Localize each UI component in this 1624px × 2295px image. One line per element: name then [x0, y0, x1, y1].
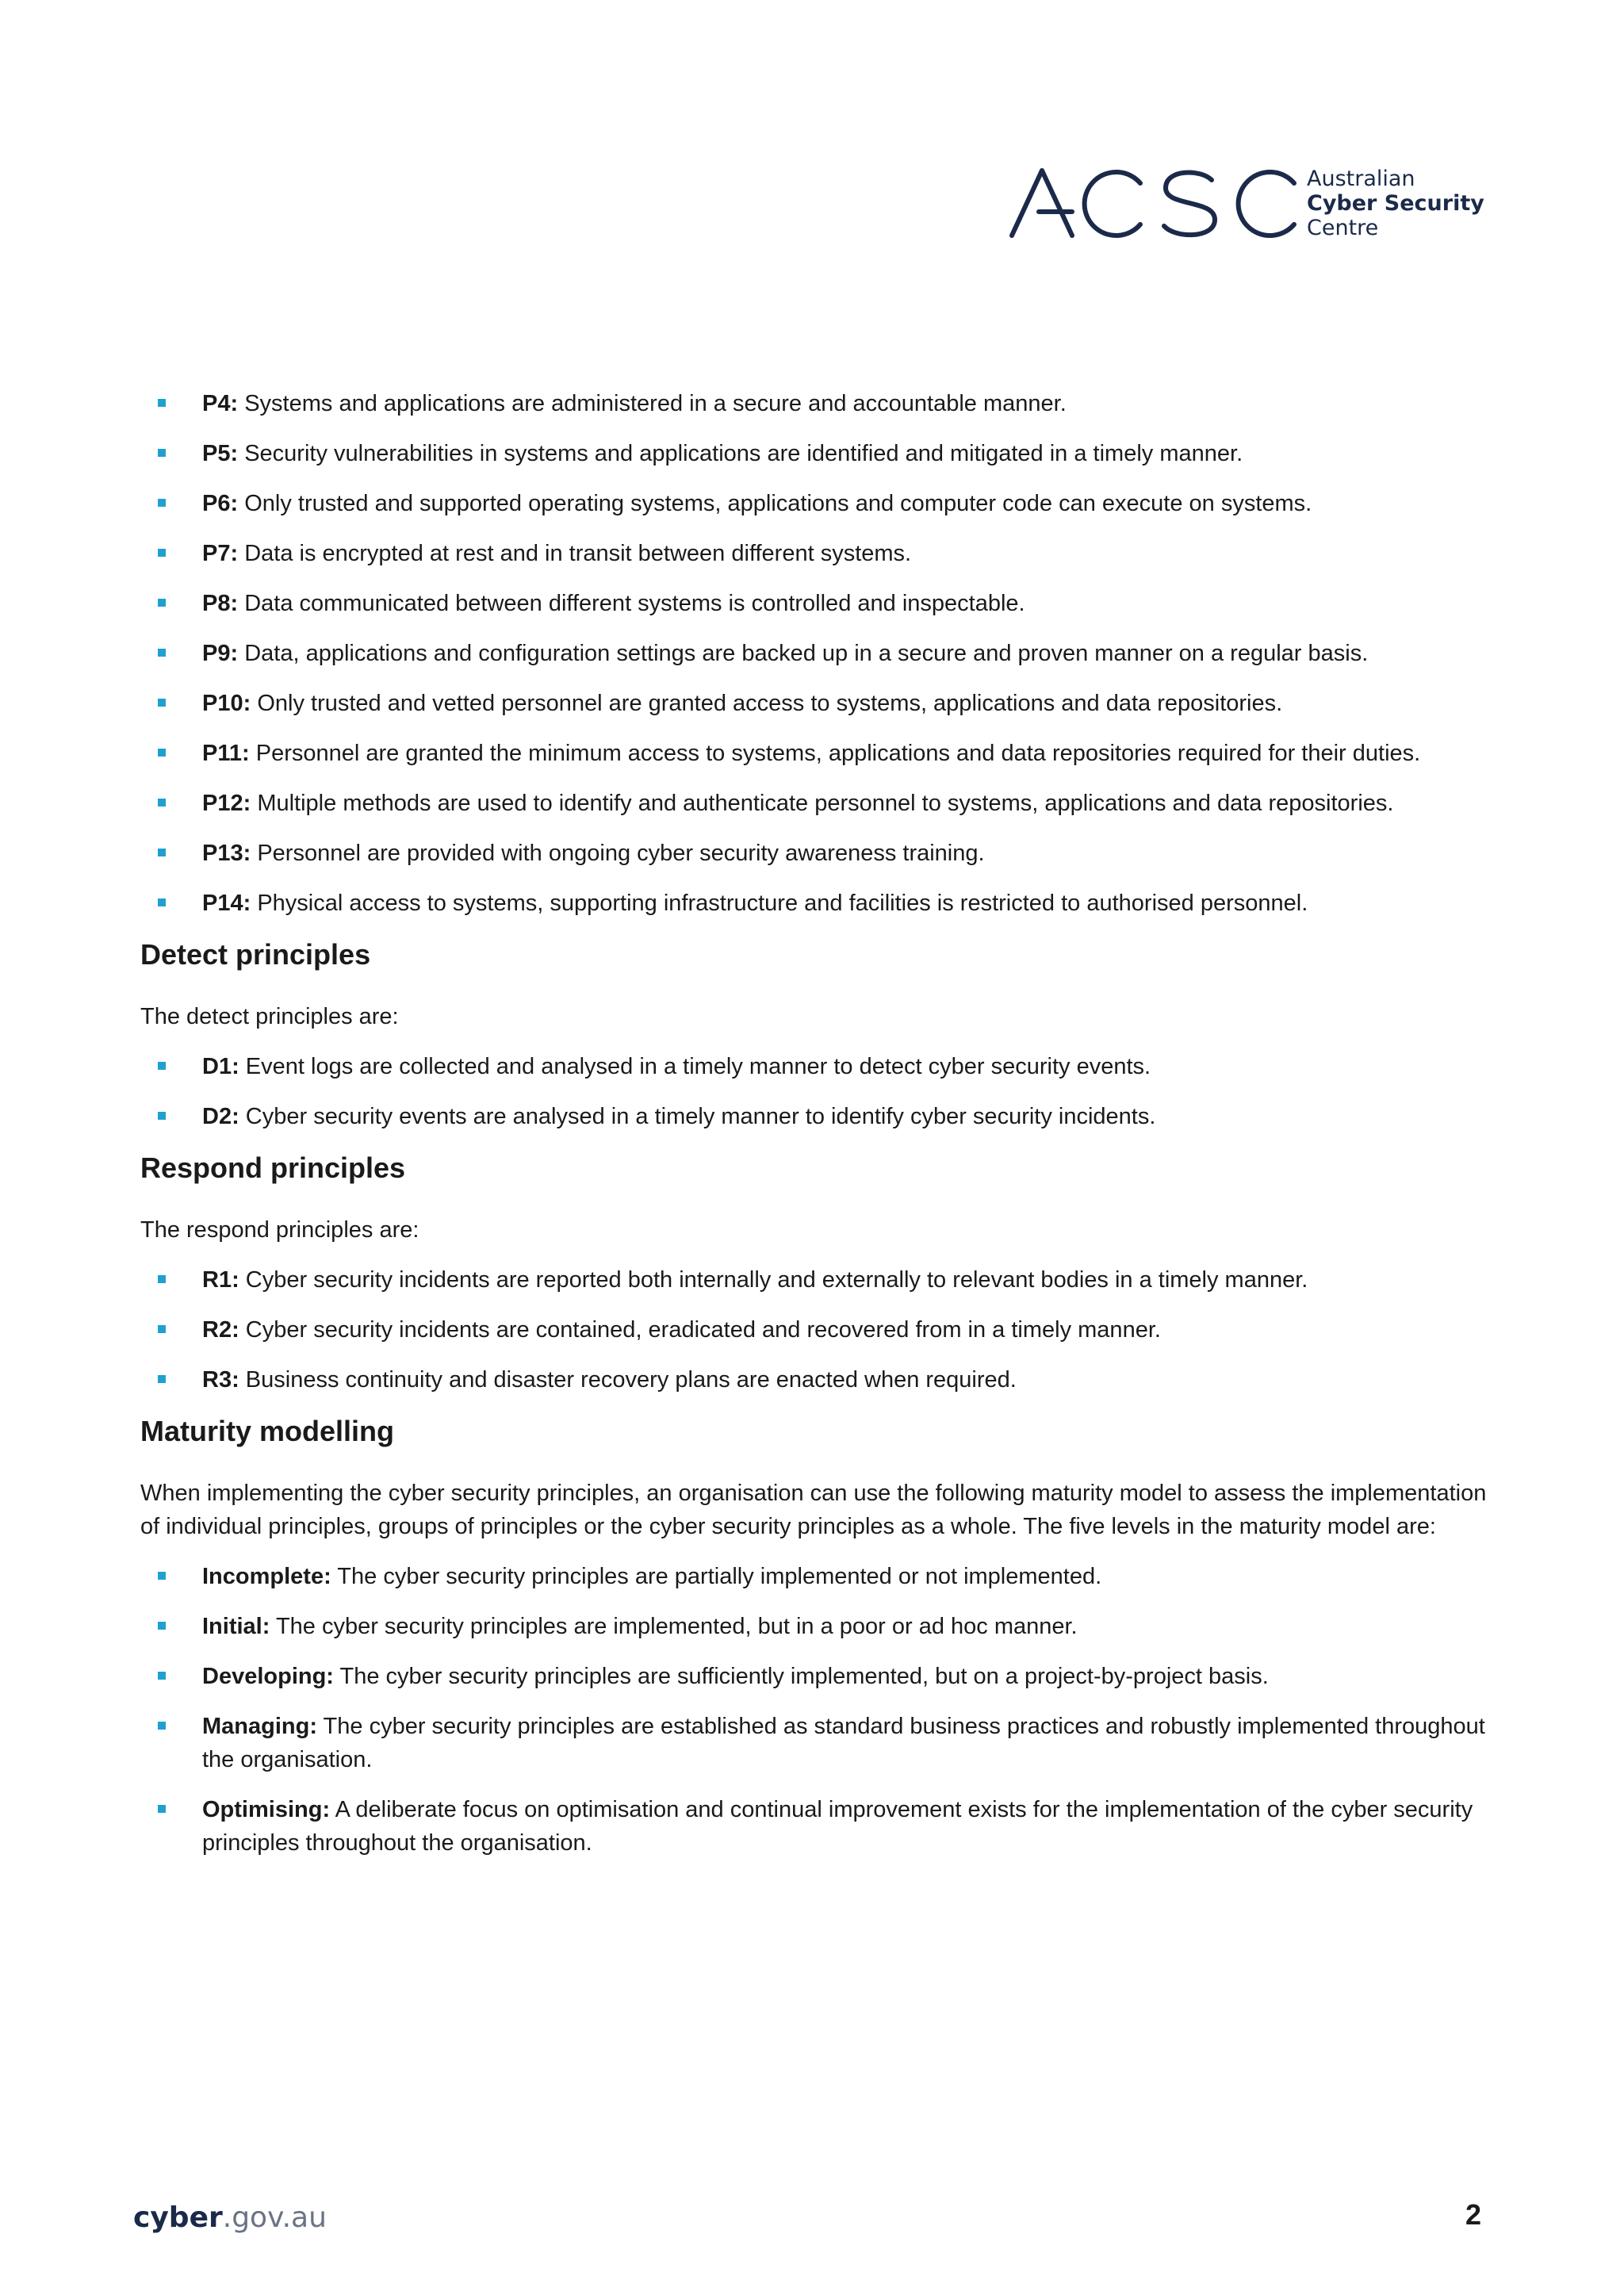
list-item — [140, 1263, 1488, 1297]
list-item — [140, 1100, 1488, 1133]
maturity-levels-list — [140, 1560, 1488, 1860]
bullet-square-icon — [158, 499, 166, 507]
logo-wordmark — [1307, 167, 1484, 240]
footer-site-domain: .gov.au — [222, 2201, 327, 2234]
bullet-square-icon — [158, 399, 166, 407]
bullet-square-icon — [158, 799, 166, 807]
level-text: The cyber security principles are established as standard business practices and robustly implemented throughout the organisation. — [202, 1714, 1485, 1772]
list-item — [140, 437, 1488, 470]
bullet-square-icon — [158, 1672, 166, 1680]
level-text: The cyber security principles are partially implemented or not implemented. — [337, 1564, 1102, 1589]
bullet-square-icon — [158, 1112, 166, 1120]
principle-code: R3: — [202, 1367, 239, 1393]
bullet-square-icon — [158, 449, 166, 457]
list-item — [140, 787, 1488, 820]
principle-text: Only trusted and supported operating systems, applications and computer code can execute on systems. — [244, 491, 1312, 516]
list-item — [140, 737, 1488, 770]
principle-code: D2: — [202, 1104, 239, 1129]
principle-text: Personnel are provided with ongoing cyber security awareness training. — [257, 841, 985, 866]
level-name: Managing: — [202, 1714, 317, 1739]
level-text: The cyber security principles are sufficiently implemented, but on a project-by-project basis. — [339, 1664, 1269, 1689]
principle-text: Only trusted and vetted personnel are granted access to systems, applications and data repositories. — [257, 691, 1283, 716]
level-text: A deliberate focus on optimisation and continual improvement exists for the implementation of the cyber security principles throughout the organisation. — [202, 1797, 1473, 1856]
principle-code: D1: — [202, 1054, 239, 1079]
respond-principles-list — [140, 1263, 1488, 1397]
maturity-heading: Maturity modelling — [140, 1415, 395, 1447]
list-item — [140, 487, 1488, 520]
principle-code: P8: — [202, 591, 239, 616]
list-item — [140, 1560, 1488, 1593]
principle-text: Multiple methods are used to identify and authenticate personnel to systems, applications and data repositories. — [257, 791, 1394, 816]
bullet-square-icon — [158, 599, 166, 607]
principle-code: P14: — [202, 891, 251, 916]
principle-text: Data communicated between different systems is controlled and inspectable. — [244, 591, 1025, 616]
document-body — [140, 387, 1488, 1876]
principle-text: Data, applications and configuration settings are backed up in a secure and proven manner on a regular basis. — [244, 641, 1369, 666]
principle-text: Event logs are collected and analysed in a timely manner to detect cyber security events. — [245, 1054, 1151, 1079]
bullet-square-icon — [158, 1622, 166, 1630]
acsc-logo — [1007, 163, 1491, 242]
bullet-square-icon — [158, 1325, 166, 1333]
list-item — [140, 1793, 1488, 1860]
footer-site-strong: cyber — [133, 2201, 223, 2234]
principle-code: P13: — [202, 841, 251, 866]
principle-text: Cyber security events are analysed in a timely manner to identify cyber security incidents. — [245, 1104, 1156, 1129]
principle-text: Security vulnerabilities in systems and applications are identified and mitigated in a timely manner. — [244, 441, 1243, 466]
list-item — [140, 637, 1488, 670]
maturity-intro: When implementing the cyber security principles, an organisation can use the following maturity model to assess the implementation of individual principles, groups of principles or the cyber security principles as a whole. The five levels in the maturity model are: — [140, 1481, 1487, 1539]
list-item — [140, 1660, 1488, 1693]
level-text: The cyber security principles are implemented, but in a poor or ad hoc manner. — [275, 1614, 1078, 1639]
bullet-square-icon — [158, 699, 166, 707]
page-number: 2 — [1465, 2198, 1481, 2231]
principle-code: R2: — [202, 1317, 239, 1343]
logo-line-cyber-security: Cyber Security — [1307, 191, 1484, 216]
principle-text: Personnel are granted the minimum access to systems, applications and data repositories required for their duties. — [255, 741, 1421, 766]
bullet-square-icon — [158, 1722, 166, 1730]
list-item — [140, 387, 1488, 420]
bullet-square-icon — [158, 1805, 166, 1813]
logo-line-centre: Centre — [1307, 216, 1379, 240]
principle-code: P5: — [202, 441, 239, 466]
respond-intro: The respond principles are: — [140, 1217, 419, 1243]
bullet-square-icon — [158, 1572, 166, 1580]
principle-code: P7: — [202, 541, 239, 566]
bullet-square-icon — [158, 1375, 166, 1383]
list-item — [140, 1313, 1488, 1347]
level-name: Incomplete: — [202, 1564, 331, 1589]
detect-heading: Detect principles — [140, 938, 371, 971]
list-item — [140, 887, 1488, 920]
bullet-square-icon — [158, 649, 166, 657]
list-item — [140, 837, 1488, 870]
level-name: Optimising: — [202, 1797, 331, 1822]
list-item — [140, 1710, 1488, 1776]
principle-code: R1: — [202, 1267, 239, 1293]
list-item — [140, 687, 1488, 720]
principle-text: Cyber security incidents are reported both internally and externally to relevant bodies in a timely manner. — [245, 1267, 1308, 1293]
level-name: Developing: — [202, 1664, 334, 1689]
detect-intro: The detect principles are: — [140, 1004, 399, 1029]
principle-text: Systems and applications are administered in a secure and accountable manner. — [244, 391, 1067, 416]
principle-code: P10: — [202, 691, 251, 716]
respond-heading: Respond principles — [140, 1151, 406, 1184]
list-item — [140, 587, 1488, 620]
principle-code: P12: — [202, 791, 251, 816]
principle-text: Business continuity and disaster recovery plans are enacted when required. — [245, 1367, 1017, 1393]
list-item — [140, 1610, 1488, 1643]
acsc-logo-mark — [1007, 163, 1300, 242]
principle-text: Physical access to systems, supporting infrastructure and facilities is restricted to authorised personnel. — [257, 891, 1308, 916]
level-name: Initial: — [202, 1614, 270, 1639]
list-item — [140, 1050, 1488, 1083]
list-item — [140, 537, 1488, 570]
bullet-square-icon — [158, 849, 166, 856]
bullet-square-icon — [158, 898, 166, 906]
detect-principles-list — [140, 1050, 1488, 1133]
principle-code: P4: — [202, 391, 239, 416]
bullet-square-icon — [158, 1062, 166, 1070]
footer-website — [133, 2201, 327, 2234]
principle-code: P6: — [202, 491, 239, 516]
list-item — [140, 1363, 1488, 1397]
bullet-square-icon — [158, 1275, 166, 1283]
principle-text: Data is encrypted at rest and in transit between different systems. — [244, 541, 912, 566]
principle-text: Cyber security incidents are contained, eradicated and recovered from in a timely manner. — [245, 1317, 1161, 1343]
principle-code: P9: — [202, 641, 239, 666]
bullet-square-icon — [158, 549, 166, 557]
protect-principles-list — [140, 387, 1488, 920]
logo-line-australian: Australian — [1307, 167, 1415, 191]
principle-code: P11: — [202, 741, 250, 766]
bullet-square-icon — [158, 749, 166, 757]
